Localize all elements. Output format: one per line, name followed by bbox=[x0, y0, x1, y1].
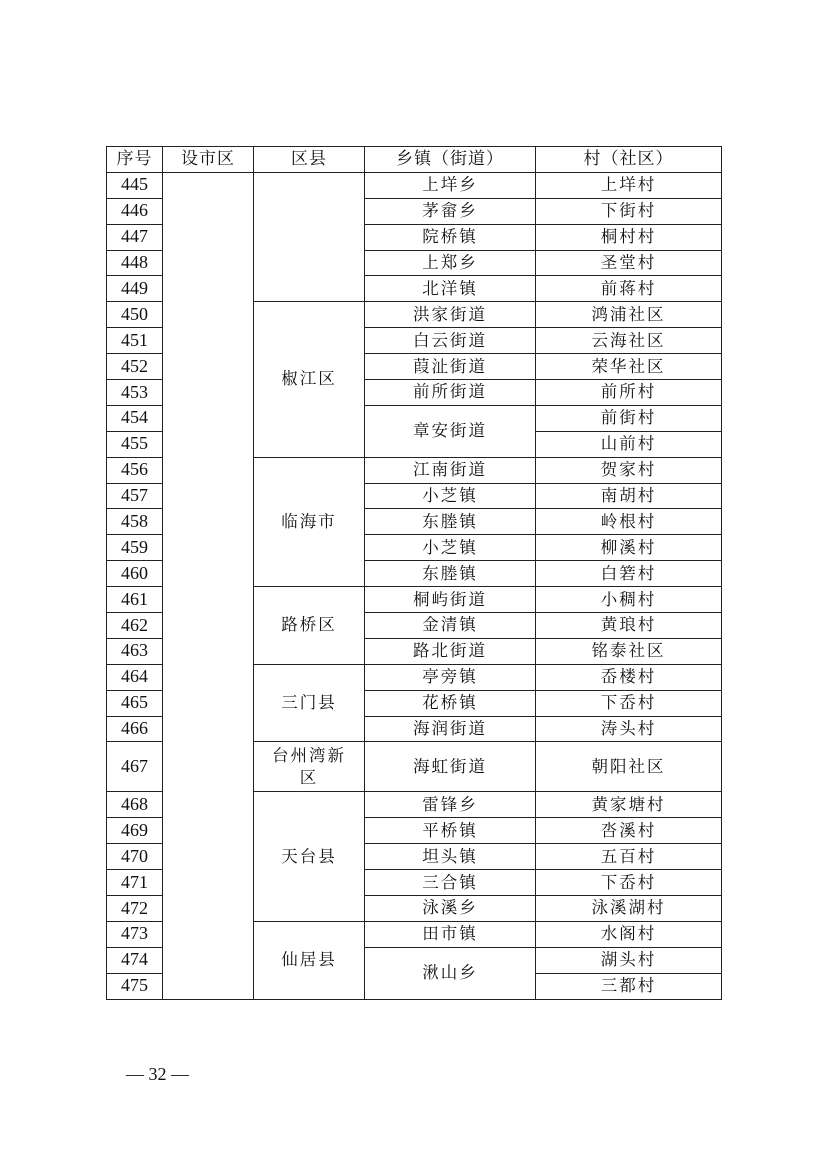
town-cell: 江南街道 bbox=[365, 457, 536, 483]
village-cell: 上垟村 bbox=[536, 172, 722, 198]
town-cell: 桐屿街道 bbox=[365, 587, 536, 613]
village-cell: 岭根村 bbox=[536, 509, 722, 535]
town-cell: 东塍镇 bbox=[365, 561, 536, 587]
serial-no-cell: 461 bbox=[107, 587, 163, 613]
town-cell: 金清镇 bbox=[365, 613, 536, 639]
serial-no-cell: 447 bbox=[107, 224, 163, 250]
header-serial-no: 序号 bbox=[107, 147, 163, 173]
village-cell: 荣华社区 bbox=[536, 354, 722, 380]
village-cell: 三都村 bbox=[536, 973, 722, 999]
serial-no-cell: 459 bbox=[107, 535, 163, 561]
city-cell bbox=[163, 172, 254, 999]
serial-no-cell: 463 bbox=[107, 638, 163, 664]
village-cell: 下街村 bbox=[536, 198, 722, 224]
serial-no-cell: 471 bbox=[107, 870, 163, 896]
town-cell: 小芝镇 bbox=[365, 483, 536, 509]
town-cell: 茅畲乡 bbox=[365, 198, 536, 224]
village-cell: 桐村村 bbox=[536, 224, 722, 250]
serial-no-cell: 473 bbox=[107, 921, 163, 947]
village-cell: 柳溪村 bbox=[536, 535, 722, 561]
village-cell: 南胡村 bbox=[536, 483, 722, 509]
county-cell: 仙居县 bbox=[254, 921, 365, 999]
serial-no-cell: 475 bbox=[107, 973, 163, 999]
village-cell: 泳溪湖村 bbox=[536, 896, 722, 922]
serial-no-cell: 474 bbox=[107, 947, 163, 973]
county-cell: 三门县 bbox=[254, 664, 365, 742]
village-cell: 涛头村 bbox=[536, 716, 722, 742]
serial-no-cell: 445 bbox=[107, 172, 163, 198]
town-cell: 前所街道 bbox=[365, 380, 536, 406]
village-cell: 圣堂村 bbox=[536, 250, 722, 276]
town-cell: 上郑乡 bbox=[365, 250, 536, 276]
table-header-row bbox=[107, 147, 722, 173]
village-cell: 白箬村 bbox=[536, 561, 722, 587]
town-cell: 田市镇 bbox=[365, 921, 536, 947]
town-cell: 海虹街道 bbox=[365, 742, 536, 792]
serial-no-cell: 451 bbox=[107, 328, 163, 354]
serial-no-cell: 446 bbox=[107, 198, 163, 224]
serial-no-cell: 468 bbox=[107, 792, 163, 818]
serial-no-cell: 456 bbox=[107, 457, 163, 483]
town-cell: 湫山乡 bbox=[365, 947, 536, 999]
serial-no-cell: 448 bbox=[107, 250, 163, 276]
page-number: — 32 — bbox=[126, 1064, 189, 1084]
county-cell: 台州湾新区 bbox=[254, 742, 365, 792]
serial-no-cell: 464 bbox=[107, 664, 163, 690]
village-cell: 五百村 bbox=[536, 844, 722, 870]
village-cell: 鸿浦社区 bbox=[536, 302, 722, 328]
town-cell: 院桥镇 bbox=[365, 224, 536, 250]
serial-no-cell: 469 bbox=[107, 818, 163, 844]
serial-no-cell: 457 bbox=[107, 483, 163, 509]
town-cell: 亭旁镇 bbox=[365, 664, 536, 690]
county-cell: 天台县 bbox=[254, 792, 365, 921]
header-village: 村（社区） bbox=[536, 147, 722, 173]
town-cell: 东塍镇 bbox=[365, 509, 536, 535]
serial-no-cell: 472 bbox=[107, 896, 163, 922]
header-city: 设市区 bbox=[163, 147, 254, 173]
town-cell: 雷锋乡 bbox=[365, 792, 536, 818]
serial-no-cell: 452 bbox=[107, 354, 163, 380]
table-row bbox=[107, 172, 722, 198]
town-cell: 白云街道 bbox=[365, 328, 536, 354]
county-cell: 路桥区 bbox=[254, 587, 365, 665]
village-cell: 前所村 bbox=[536, 380, 722, 406]
serial-no-cell: 465 bbox=[107, 690, 163, 716]
county-cell: 椒江区 bbox=[254, 302, 365, 457]
village-cell: 下岙村 bbox=[536, 870, 722, 896]
town-cell: 泳溪乡 bbox=[365, 896, 536, 922]
village-cell: 前蒋村 bbox=[536, 276, 722, 302]
serial-no-cell: 462 bbox=[107, 613, 163, 639]
village-cell: 黄家塘村 bbox=[536, 792, 722, 818]
village-cell: 水阁村 bbox=[536, 921, 722, 947]
town-cell: 北洋镇 bbox=[365, 276, 536, 302]
header-town: 乡镇（街道） bbox=[365, 147, 536, 173]
county-cell bbox=[254, 172, 365, 301]
village-cell: 朝阳社区 bbox=[536, 742, 722, 792]
serial-no-cell: 458 bbox=[107, 509, 163, 535]
town-cell: 章安街道 bbox=[365, 405, 536, 457]
village-cell: 下岙村 bbox=[536, 690, 722, 716]
serial-no-cell: 467 bbox=[107, 742, 163, 792]
serial-no-cell: 455 bbox=[107, 431, 163, 457]
serial-no-cell: 454 bbox=[107, 405, 163, 431]
village-cell: 贺家村 bbox=[536, 457, 722, 483]
village-cell: 小稠村 bbox=[536, 587, 722, 613]
town-cell: 小芝镇 bbox=[365, 535, 536, 561]
town-cell: 平桥镇 bbox=[365, 818, 536, 844]
county-cell: 临海市 bbox=[254, 457, 365, 586]
village-cell: 湖头村 bbox=[536, 947, 722, 973]
serial-no-cell: 460 bbox=[107, 561, 163, 587]
serial-no-cell: 449 bbox=[107, 276, 163, 302]
town-cell: 葭沚街道 bbox=[365, 354, 536, 380]
town-cell: 坦头镇 bbox=[365, 844, 536, 870]
village-cell: 铭泰社区 bbox=[536, 638, 722, 664]
village-cell: 呇溪村 bbox=[536, 818, 722, 844]
town-cell: 上垟乡 bbox=[365, 172, 536, 198]
town-cell: 洪家街道 bbox=[365, 302, 536, 328]
village-cell: 云海社区 bbox=[536, 328, 722, 354]
village-list-table bbox=[106, 146, 722, 1000]
header-county: 区县 bbox=[254, 147, 365, 173]
village-cell: 山前村 bbox=[536, 431, 722, 457]
village-cell: 前街村 bbox=[536, 405, 722, 431]
serial-no-cell: 453 bbox=[107, 380, 163, 406]
serial-no-cell: 470 bbox=[107, 844, 163, 870]
town-cell: 海润街道 bbox=[365, 716, 536, 742]
serial-no-cell: 466 bbox=[107, 716, 163, 742]
town-cell: 路北街道 bbox=[365, 638, 536, 664]
town-cell: 三合镇 bbox=[365, 870, 536, 896]
town-cell: 花桥镇 bbox=[365, 690, 536, 716]
village-cell: 岙楼村 bbox=[536, 664, 722, 690]
village-cell: 黄琅村 bbox=[536, 613, 722, 639]
serial-no-cell: 450 bbox=[107, 302, 163, 328]
